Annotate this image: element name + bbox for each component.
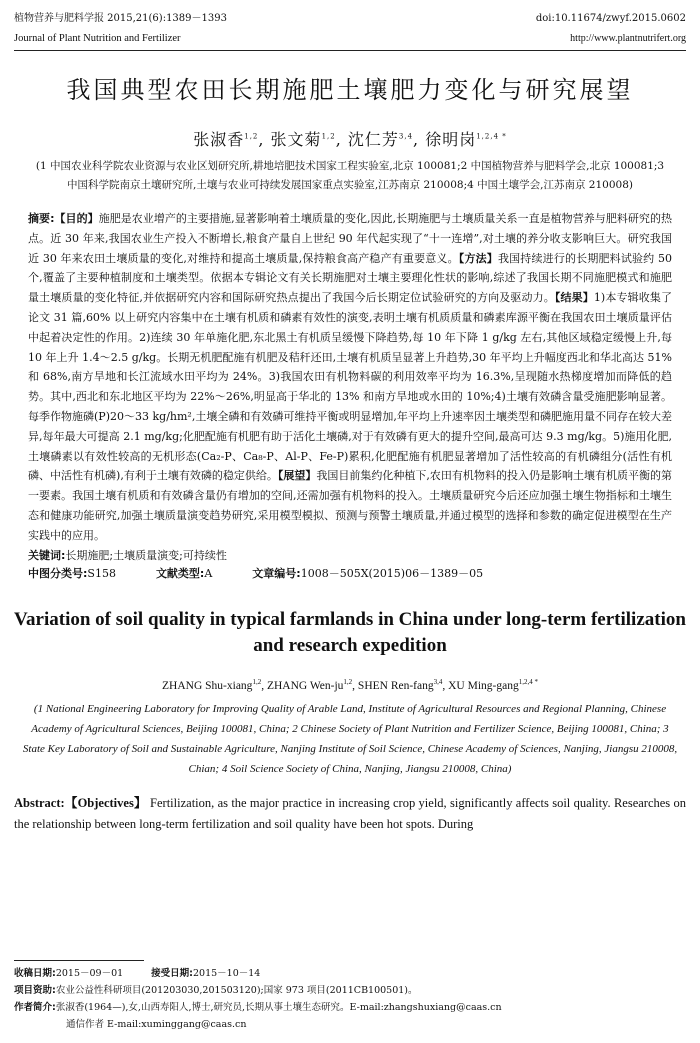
keywords-cn [14,546,686,566]
author-affiliation-marker: 1,2 [321,132,336,141]
classification-line [14,565,686,583]
author-name: XU Ming-gang [448,680,519,693]
author-affiliation-marker: 1,2,4 * [476,132,507,141]
author-affiliation-marker: 1,2,4 * [518,678,538,687]
received-label: 收稿日期: [14,968,56,979]
funding-text: 农业公益性科研项目(201203030,201503120);国家 973 项目(2011CB100501)。 [55,985,418,996]
author-bio-text: 张淑香(1964—),女,山西寿阳人,博士,研究员,长期从事土壤生态研究。E-mail:zhangshuxiang@caas.cn [55,1002,502,1013]
abstract-objective-text: 施肥是农业增产的主要措施,显著影响着土壤质量的变化,因此,长期施肥与土壤质量关系一直是植物营养与肥料研究的热点。近 30 年来,我国农业生产投入不断增长,粮食产量自上世纪 90 年代起实现了“十一连增”,对土壤的养分收支影响巨大。研究我国近 30 年来农田土壤质量的变化,对维持和提高土壤质量,保持粮食高产稳产有重要意义。 [28,212,672,265]
author-bio-line [14,999,686,1016]
article-number-value: 1008－505X(2015)06－1389－05 [300,567,484,581]
clc-number [28,565,116,583]
authors-cn: 张淑香$^{1,2}$, 张文菊$^{1,2}$, 沈仁芳$^{3,4}$, 徐明岗$^{1,2,4 *}$ [193,130,507,149]
abstract-prospect-text: 我国目前集约化种植下,农田有机物料的投入仍是影响土壤有机质平衡的第一要素。我国土壤有机质和有效磷含量仍有增加的空间,还需加强有机物料的投入。土壤质量研究今后还应加强土壤生物指标和土壤生态和健康功能研究,加强土壤质量演变趋势研究,采用模型模拟、预测与预警土壤质量,并通过模型的选择和参数的确定促进模型在生产实践中的应用。 [28,469,672,542]
title-en: Variation of soil quality in typical farmlands in China under long-term fertilization and research expedition [14,609,686,657]
abstract-method-text: 我国持续进行的长期肥料试验约 50 个,覆盖了主要种植制度和土壤类型。依据本专辑论文有关长期施肥对土壤主要理化性状的影响,综述了我国长期不同施肥模式和施肥量土壤质量的变化特征,并依据研究内容和国际研究热点提出了我国今后长期定位试验研究的方向及驱动力。 [28,251,673,305]
funding-label: 项目资助: [14,985,56,996]
title-cn: 我国典型农田长期施肥土壤肥力变化与研究展望 [66,76,634,104]
affiliations-en: (1 National Engineering Laboratory for Improving Quality of Arable Land, Institute of Agricultural Resources and Regional Planning, Chinese Academy of Agricultural Sciences, Beijing 100081, China; 2 Chinese Society of Plant Nutrition and Fertilizer Science, Beijing 100081, China; 3 State Key Laboratory of Soil and Sustainable Agriculture, Nanjing Institute of Soil Science, Chinese Academy of Sciences, Nanjing, Jiangsu 210008, Chian; 4 Soil Science Society of China, Nanjing, Jiangsu 210008, China) [22,703,678,776]
abstract-en-label: Abstract: [14,796,65,811]
author-affiliation-marker: 1,2 [244,132,259,141]
dates-line [14,965,686,982]
author-name: 沈仁芳 [347,130,399,149]
accepted-label: 接受日期: [151,968,193,979]
doc-type [156,565,212,583]
author-name: 徐明岗 [425,130,477,149]
abstract-results-text: 1)本专辑收集了论文 31 篇,60% 以上研究内容集中在土壤有机质和磷素有效性的演变,表明土壤有机质质量和磷素库源平衡在我国农田土壤质量评估中起着决定性的作用。2)连续 30 年单施化肥,东北黑土有机质呈缓慢下降趋势,每 10 年下降 1 g/kg 左右,其他区域稳定缓慢上升,每 10 年上升 1.4～2.5 g/kg。长期无机肥配施有机肥及秸秆还田,土壤有机质呈显著上升趋势,30 年平均上升幅度西北和华北高达 51% 和 68%,南方旱地和长江流域水田平均为 24%。3)我国农田有机物料碳的利用效率平均为 16.3%,呈现随水热梯度增加而降低的趋势。其中,西北和东北地区平均为 22%～26%,明显高于华北的 13% 和南方旱地或水田的 10%;4)土壤有效磷含量受施肥影响显著。每季作物施磷(P)20～33 kg/hm²,土壤全磷和有效磷可维持平衡或明显增加,年平均上升速率因土壤类型和磷肥施用量不同存在较大差异,每年最大可提高 2.1 mg/kg;化肥配施有机肥有助于活化土壤磷,对于有效磷有更大的提升空间,最高可达 9.3 mg/kg。5)施用化肥,土壤磷素以有效性较高的无机形态(Ca₂-P、Ca₈-P、Al-P、Fe-P)累积,化肥配施有机肥显著增加了活性较高的有机磷组分(活性有机磷、中活性有机磷),有利于土壤有效磷的稳定供给。 [28,291,672,483]
doc-type-value: A [204,567,213,581]
section-label-prospect: 【展望】 [277,469,317,483]
journal-name-en: Journal of Plant Nutrition and Fertilizer [14,33,181,44]
author-affiliation-marker: 1,2 [343,678,353,687]
section-label-method: 【方法】 [458,251,498,265]
received-date: 2015－09－01 [55,968,124,979]
accepted-date: 2015－10－14 [192,968,261,979]
author-name: ZHANG Wen-ju [266,680,344,693]
journal-url[interactable]: http://www.plantnutrifert.org [570,33,686,44]
author-name: ZHANG Shu-xiang [162,680,253,693]
section-label-objectives-en: 【Objectives】 [64,796,147,811]
author-affiliation-marker: 3,4 [398,132,414,141]
clc-value: S158 [87,567,116,581]
abstract-en [14,793,686,835]
section-label-results: 【结果】 [554,291,594,305]
author-name: 张淑香 [193,130,245,149]
journal-citation-cn: 植物营养与肥料学报 2015,21(6):1389－1393 [14,13,227,24]
clc-label: 中图分类号: [28,567,88,581]
author-bio-label: 作者简介: [14,1002,56,1013]
author-affiliation-marker: 1,2 [252,678,262,687]
page-header [14,0,686,51]
funding-line [14,982,686,999]
author-affiliation-marker: 3,4 [433,678,443,687]
article-number-label: 文章编号: [252,567,301,581]
affiliations-cn: (1 中国农业科学院农业资源与农业区划研究所,耕地培肥技术国家工程实验室,北京 100081;2 中国植物营养与肥料学会,北京 100081;3 中国科学院南京土壤研究所,土壤与农业可持续发展国家重点实验室,江苏南京 210008;4 中国土壤学会,江苏南京 210008) [35,160,665,191]
authors-en: ZHANG Shu-xiang$^{1,2}$, ZHANG Wen-ju$^{1,2}$, SHEN Ren-fang$^{3,4}$, XU Ming-gang$^{1,2,4 *}$ [162,678,538,693]
article-number [252,565,483,583]
author-name: SHEN Ren-fang [357,680,434,693]
keywords-text: 长期施肥;土壤质量演变;可持续性 [65,548,227,562]
doc-type-label: 文献类型: [155,567,205,581]
footnotes [14,965,686,1033]
keywords-label: 关键词: [28,548,66,562]
abstract-en-text: Fertilization, as the major practice in increasing crop yield, significantly affects soil quality. Researches on the relationship between long-term fertilization and soil quality have been hot spots. During [14,796,686,832]
abstract-label: 摘要: [28,212,55,225]
corresponding-email: 通信作者 E-mail:xuminggang@caas.cn [66,1019,247,1030]
author-name: 张文菊 [270,130,322,149]
abstract-cn [14,209,686,546]
section-label-objective: 【目的】 [54,212,99,225]
footnote-divider [14,960,144,961]
doi: doi:10.11674/zwyf.2015.0602 [535,13,686,24]
